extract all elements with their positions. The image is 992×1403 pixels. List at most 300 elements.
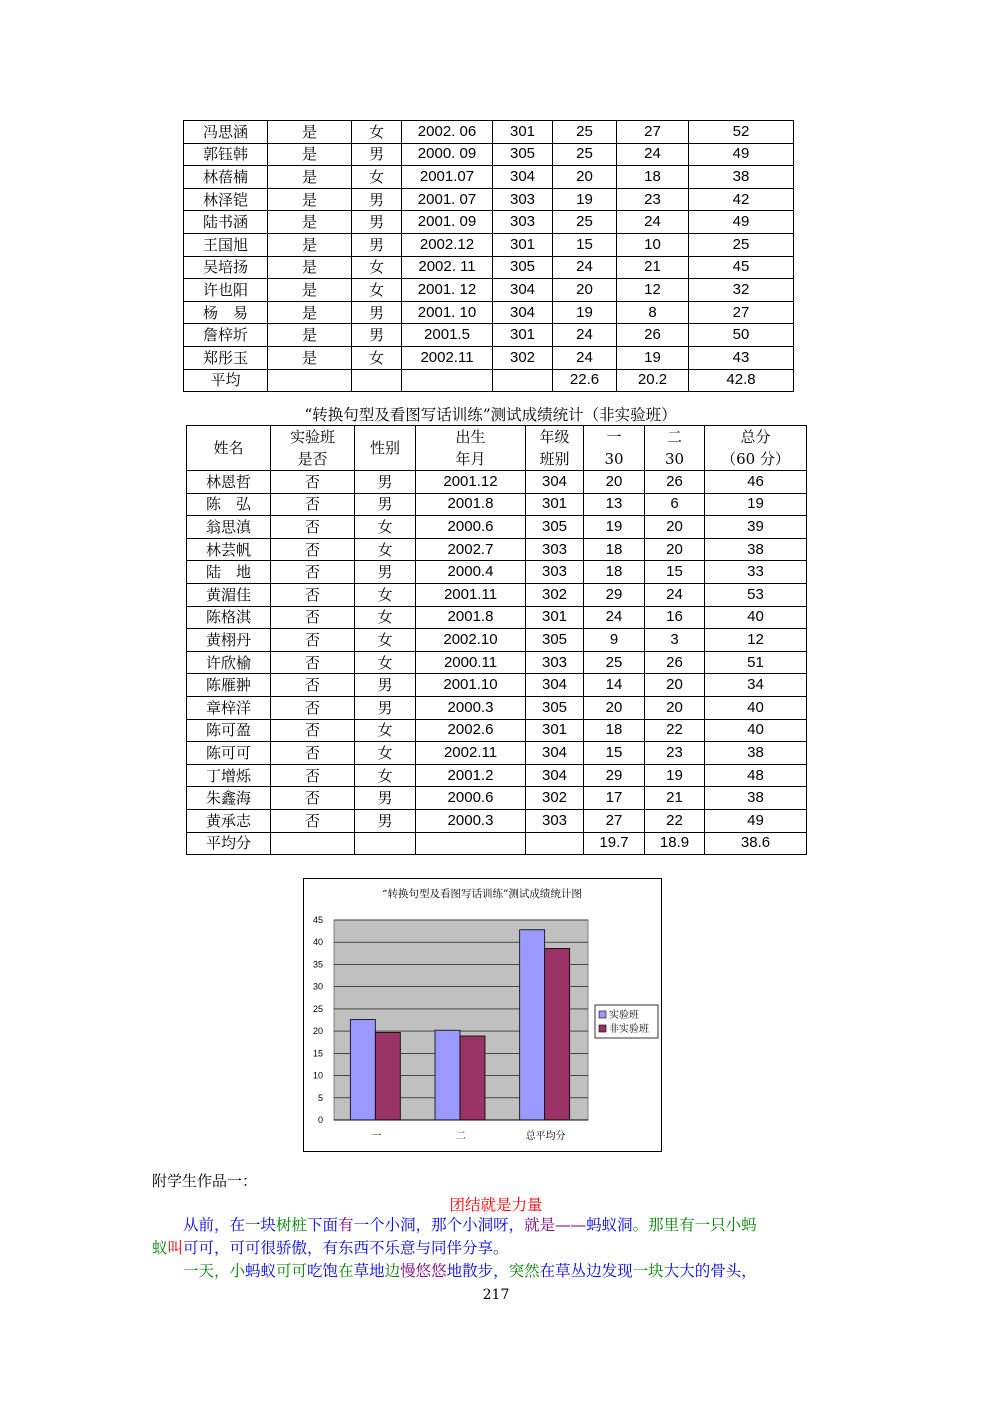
legend-swatch — [599, 1025, 606, 1032]
cell-experimental: 否 — [271, 674, 355, 697]
cell-total: 45 — [689, 256, 794, 279]
cell-gender — [352, 369, 402, 392]
cell-score-2: 23 — [617, 188, 689, 211]
cell-class: 301 — [493, 233, 553, 256]
cell-name: 黄承志 — [187, 809, 271, 832]
cell-score-2: 23 — [645, 742, 705, 765]
cell-birth: 2001.2 — [416, 764, 526, 787]
cell-gender: 女 — [352, 166, 402, 189]
cell-class: 304 — [526, 742, 584, 765]
cell-score-1: 24 — [584, 606, 645, 629]
cell-class: 301 — [526, 493, 584, 516]
cell-score-2: 18.9 — [645, 832, 705, 855]
story-paragraph-1-line-2 — [152, 1237, 842, 1260]
story-text-segment: 在 — [338, 1262, 354, 1280]
cell-score-2: 24 — [617, 143, 689, 166]
cell-name: 许欣榆 — [187, 651, 271, 674]
cell-score-1: 20 — [553, 279, 617, 302]
cell-name: 王国旭 — [184, 233, 268, 256]
cell-birth: 2001.12 — [416, 471, 526, 494]
cell-gender: 男 — [355, 493, 416, 516]
bar — [545, 948, 570, 1120]
cell-experimental: 否 — [271, 696, 355, 719]
cell-score-2: 22 — [645, 719, 705, 742]
cell-gender: 男 — [352, 324, 402, 347]
cell-experimental: 否 — [271, 561, 355, 584]
story-text-segment: 突然 — [508, 1262, 540, 1280]
table-row — [184, 279, 794, 302]
cell-score-2: 26 — [645, 651, 705, 674]
average-row — [187, 832, 807, 855]
cell-experimental: 否 — [271, 651, 355, 674]
cell-class: 305 — [493, 256, 553, 279]
table-row — [184, 233, 794, 256]
cell-score-2: 18 — [617, 166, 689, 189]
cell-score-2: 20.2 — [617, 369, 689, 392]
cell-score-1: 29 — [584, 583, 645, 606]
cell-class: 301 — [526, 719, 584, 742]
cell-class: 303 — [526, 809, 584, 832]
cell-score-1: 24 — [553, 256, 617, 279]
bar-chart — [303, 878, 662, 1152]
cell-experimental: 否 — [271, 606, 355, 629]
header-gender: 性别 — [355, 426, 416, 471]
cell-gender: 男 — [352, 211, 402, 234]
bar — [435, 1030, 460, 1120]
cell-class: 302 — [526, 787, 584, 810]
cell-experimental: 否 — [271, 583, 355, 606]
cell-score-2: 15 — [645, 561, 705, 584]
cell-class: 305 — [526, 696, 584, 719]
cell-birth: 2001. 07 — [402, 188, 493, 211]
cell-gender: 女 — [355, 516, 416, 539]
story-text-segment: 慢悠悠 — [400, 1262, 447, 1280]
story-title: 团结就是力量 — [449, 1196, 543, 1214]
cell-gender: 女 — [352, 279, 402, 302]
cell-total: 33 — [705, 561, 807, 584]
cell-gender: 女 — [355, 583, 416, 606]
table-row — [184, 256, 794, 279]
cell-total: 38 — [689, 166, 794, 189]
cell-birth: 2000.6 — [416, 787, 526, 810]
chart-svg — [304, 879, 661, 1151]
cell-name: 章梓洋 — [187, 696, 271, 719]
cell-birth: 2000.11 — [416, 651, 526, 674]
bar — [520, 930, 545, 1120]
cell-class: 305 — [493, 143, 553, 166]
cell-birth: 2002.11 — [402, 346, 493, 369]
cell-name: 郭钰韩 — [184, 143, 268, 166]
cell-name: 詹梓圻 — [184, 324, 268, 347]
non-experimental-class-table — [186, 425, 807, 855]
story-text-segment: 蚂蚁洞 — [586, 1216, 633, 1234]
story-text-segment: 吃饱 — [307, 1262, 339, 1280]
cell-score-1: 24 — [553, 324, 617, 347]
table-row — [184, 301, 794, 324]
cell-class: 303 — [493, 211, 553, 234]
header-experimental: 实验班 是否 — [271, 426, 355, 471]
cell-birth: 2002.7 — [416, 538, 526, 561]
cell-experimental: 否 — [271, 538, 355, 561]
cell-birth: 2001. 12 — [402, 279, 493, 302]
cell-birth: 2002.6 — [416, 719, 526, 742]
cell-name: 杨 易 — [184, 301, 268, 324]
appendix-label: 附学生作品一： — [152, 1172, 258, 1190]
cell-experimental: 否 — [271, 719, 355, 742]
cell-name: 林芸帆 — [187, 538, 271, 561]
cell-experimental: 是 — [268, 233, 352, 256]
average-row — [184, 369, 794, 392]
y-tick-label: 15 — [312, 1048, 323, 1059]
cell-score-2: 20 — [645, 538, 705, 561]
story-text-segment: 一天，小 — [183, 1262, 246, 1280]
cell-birth: 2002.12 — [402, 233, 493, 256]
legend-label: 实验班 — [609, 1010, 639, 1021]
cell-score-1: 15 — [584, 742, 645, 765]
cell-birth: 2000.4 — [416, 561, 526, 584]
cell-gender: 女 — [355, 606, 416, 629]
cell-score-1: 14 — [584, 674, 645, 697]
table-row — [184, 188, 794, 211]
cell-gender: 女 — [355, 742, 416, 765]
header-total: 总分 （60 分） — [705, 426, 807, 471]
cell-experimental — [268, 369, 352, 392]
cell-class: 304 — [526, 764, 584, 787]
cell-class — [493, 369, 553, 392]
cell-experimental: 否 — [271, 629, 355, 652]
table-row — [187, 493, 807, 516]
cell-gender: 男 — [352, 143, 402, 166]
cell-gender: 男 — [355, 809, 416, 832]
y-tick-label: 30 — [312, 981, 323, 992]
story-text-segment: 叫 — [167, 1239, 184, 1257]
cell-experimental: 否 — [271, 516, 355, 539]
page-number: 217 — [482, 1287, 510, 1303]
cell-name: 林蓓楠 — [184, 166, 268, 189]
cell-score-2: 20 — [645, 516, 705, 539]
cell-score-1: 20 — [584, 696, 645, 719]
cell-score-1: 18 — [584, 561, 645, 584]
average-label: 平均 — [184, 369, 268, 392]
cell-name: 林恩哲 — [187, 471, 271, 494]
cell-score-2: 20 — [645, 696, 705, 719]
cell-class: 304 — [526, 674, 584, 697]
cell-score-1: 19 — [584, 516, 645, 539]
header-q1: 一 30 — [584, 426, 645, 471]
cell-score-1: 22.6 — [553, 369, 617, 392]
cell-birth: 2001.07 — [402, 166, 493, 189]
cell-gender: 男 — [355, 561, 416, 584]
y-tick-label: 35 — [312, 959, 323, 970]
cell-score-2: 20 — [645, 674, 705, 697]
table-row — [184, 121, 794, 144]
table-row — [187, 583, 807, 606]
cell-experimental: 否 — [271, 764, 355, 787]
table-row — [187, 809, 807, 832]
cell-experimental: 是 — [268, 121, 352, 144]
table-row — [187, 629, 807, 652]
cell-score-2: 27 — [617, 121, 689, 144]
y-tick-label: 5 — [317, 1092, 323, 1103]
cell-birth: 2001. 09 — [402, 211, 493, 234]
cell-name: 陆 地 — [187, 561, 271, 584]
table-row — [184, 166, 794, 189]
cell-score-2: 24 — [617, 211, 689, 234]
table-row — [187, 787, 807, 810]
cell-score-2: 24 — [645, 583, 705, 606]
cell-name: 陈可可 — [187, 742, 271, 765]
cell-score-2: 3 — [645, 629, 705, 652]
cell-class: 302 — [526, 583, 584, 606]
cell-score-1: 15 — [553, 233, 617, 256]
cell-total: 32 — [689, 279, 794, 302]
cell-total: 38 — [705, 538, 807, 561]
cell-score-1: 20 — [584, 471, 645, 494]
bar — [350, 1020, 375, 1120]
cell-birth: 2002. 06 — [402, 121, 493, 144]
y-tick-label: 25 — [312, 1003, 323, 1014]
cell-gender: 男 — [355, 787, 416, 810]
cell-score-1: 9 — [584, 629, 645, 652]
cell-name: 朱鑫海 — [187, 787, 271, 810]
cell-total: 49 — [689, 143, 794, 166]
cell-name: 陈可盈 — [187, 719, 271, 742]
table-header-row — [187, 426, 807, 471]
story-text-segment: 可可，可可很骄傲，有东西不乐意与同伴分享。 — [183, 1239, 509, 1257]
cell-name: 丁增烁 — [187, 764, 271, 787]
table-row — [187, 516, 807, 539]
cell-name: 冯思涵 — [184, 121, 268, 144]
cell-experimental: 否 — [271, 809, 355, 832]
cell-total: 43 — [689, 346, 794, 369]
cell-birth: 2001. 10 — [402, 301, 493, 324]
table-row — [184, 346, 794, 369]
cell-score-1: 25 — [553, 211, 617, 234]
cell-birth: 2000.6 — [416, 516, 526, 539]
cell-score-1: 19 — [553, 188, 617, 211]
cell-score-2: 16 — [645, 606, 705, 629]
cell-gender: 男 — [352, 301, 402, 324]
cell-total: 38.6 — [705, 832, 807, 855]
cell-experimental: 是 — [268, 188, 352, 211]
cell-name: 陆书涵 — [184, 211, 268, 234]
cell-name: 吴培扬 — [184, 256, 268, 279]
cell-score-2: 19 — [617, 346, 689, 369]
y-tick-label: 20 — [312, 1026, 323, 1037]
cell-birth: 2001.11 — [416, 583, 526, 606]
cell-class: 302 — [493, 346, 553, 369]
cell-class: 301 — [526, 606, 584, 629]
cell-experimental: 是 — [268, 279, 352, 302]
x-tick-label: 总平均分 — [525, 1131, 566, 1142]
cell-gender: 女 — [355, 538, 416, 561]
header-birth: 出生 年月 — [416, 426, 526, 471]
cell-total: 42 — [689, 188, 794, 211]
cell-gender: 男 — [355, 674, 416, 697]
cell-score-1: 25 — [584, 651, 645, 674]
cell-total: 46 — [705, 471, 807, 494]
story-text-segment: 可可 — [276, 1262, 308, 1280]
cell-total: 38 — [705, 742, 807, 765]
cell-score-1: 27 — [584, 809, 645, 832]
table-row — [184, 143, 794, 166]
cell-class: 301 — [493, 121, 553, 144]
x-tick-label: 一 — [371, 1131, 382, 1142]
cell-score-1: 18 — [584, 538, 645, 561]
cell-score-1: 20 — [553, 166, 617, 189]
cell-gender: 男 — [355, 471, 416, 494]
cell-birth: 2000. 09 — [402, 143, 493, 166]
cell-score-1: 25 — [553, 121, 617, 144]
cell-birth: 2001.8 — [416, 606, 526, 629]
cell-total: 27 — [689, 301, 794, 324]
cell-gender: 女 — [355, 719, 416, 742]
legend-swatch — [599, 1011, 606, 1018]
cell-gender: 女 — [352, 256, 402, 279]
cell-experimental: 否 — [271, 742, 355, 765]
cell-class: 304 — [493, 166, 553, 189]
experimental-class-table — [183, 120, 794, 392]
cell-score-1: 19 — [553, 301, 617, 324]
cell-gender: 女 — [355, 629, 416, 652]
cell-birth: 2001.8 — [416, 493, 526, 516]
average-label: 平均分 — [187, 832, 271, 855]
cell-gender: 男 — [352, 188, 402, 211]
cell-name: 翁思滇 — [187, 516, 271, 539]
cell-score-1: 13 — [584, 493, 645, 516]
cell-class: 305 — [526, 629, 584, 652]
cell-total: 53 — [705, 583, 807, 606]
bar — [460, 1036, 485, 1120]
table-row — [187, 674, 807, 697]
cell-total: 40 — [705, 696, 807, 719]
cell-name: 陈雁翀 — [187, 674, 271, 697]
cell-birth — [416, 832, 526, 855]
cell-total: 38 — [705, 787, 807, 810]
cell-class — [526, 832, 584, 855]
cell-gender: 女 — [352, 346, 402, 369]
cell-class: 304 — [493, 301, 553, 324]
story-text-segment: 大大的骨头， — [663, 1262, 757, 1280]
cell-birth: 2000.3 — [416, 696, 526, 719]
story-text-segment: 蚁 — [152, 1239, 168, 1257]
story-paragraph-2-line-1 — [152, 1260, 842, 1283]
cell-name: 黄栩丹 — [187, 629, 271, 652]
header-grade: 年级 班别 — [526, 426, 584, 471]
cell-experimental: 是 — [268, 256, 352, 279]
cell-score-2: 21 — [645, 787, 705, 810]
cell-birth: 2002. 11 — [402, 256, 493, 279]
cell-class: 301 — [493, 324, 553, 347]
table-row — [184, 324, 794, 347]
table-row — [187, 719, 807, 742]
cell-class: 303 — [526, 561, 584, 584]
story-text-segment: 就是—— — [524, 1216, 587, 1234]
story-paragraph-1-line-1 — [152, 1214, 842, 1237]
story-text-segment: 一个小洞，那个小洞呀， — [353, 1216, 525, 1234]
story-text-segment: 树桩 — [276, 1216, 308, 1234]
cell-score-1: 24 — [553, 346, 617, 369]
cell-score-2: 26 — [617, 324, 689, 347]
cell-birth: 2001.10 — [416, 674, 526, 697]
cell-experimental: 是 — [268, 143, 352, 166]
table-row — [187, 764, 807, 787]
cell-score-2: 10 — [617, 233, 689, 256]
cell-total: 19 — [705, 493, 807, 516]
table-row — [187, 696, 807, 719]
table-row — [184, 211, 794, 234]
cell-total: 49 — [689, 211, 794, 234]
cell-total: 42.8 — [689, 369, 794, 392]
cell-class: 304 — [526, 471, 584, 494]
cell-total: 51 — [705, 651, 807, 674]
bar — [375, 1032, 400, 1120]
table-row — [187, 606, 807, 629]
cell-total: 40 — [705, 719, 807, 742]
cell-score-1: 17 — [584, 787, 645, 810]
cell-experimental: 是 — [268, 166, 352, 189]
cell-gender: 女 — [355, 651, 416, 674]
cell-score-1: 29 — [584, 764, 645, 787]
x-tick-label: 二 — [456, 1131, 466, 1142]
table-row — [187, 742, 807, 765]
cell-score-2: 8 — [617, 301, 689, 324]
y-tick-label: 45 — [312, 915, 323, 925]
cell-total: 48 — [705, 764, 807, 787]
table-row — [187, 561, 807, 584]
story-text-segment: 下面 — [307, 1216, 339, 1234]
cell-experimental — [271, 832, 355, 855]
cell-class: 303 — [526, 651, 584, 674]
cell-birth — [402, 369, 493, 392]
cell-experimental: 是 — [268, 346, 352, 369]
cell-birth: 2000.3 — [416, 809, 526, 832]
cell-score-2: 26 — [645, 471, 705, 494]
cell-gender: 女 — [355, 764, 416, 787]
cell-score-2: 12 — [617, 279, 689, 302]
cell-class: 303 — [493, 188, 553, 211]
cell-gender: 女 — [352, 121, 402, 144]
cell-experimental: 否 — [271, 493, 355, 516]
header-name: 姓名 — [187, 426, 271, 471]
y-tick-label: 40 — [312, 937, 323, 948]
table-row — [187, 651, 807, 674]
cell-gender — [355, 832, 416, 855]
table2-title: “转换句型及看图写话训练”测试成绩统计（非实验班） — [304, 406, 677, 424]
cell-name: 林泽铠 — [184, 188, 268, 211]
cell-name: 黄湄佳 — [187, 583, 271, 606]
chart-title: “转换句型及看图写话训练”测试成绩统计图 — [382, 888, 582, 900]
table-row — [187, 471, 807, 494]
cell-birth: 2002.10 — [416, 629, 526, 652]
cell-total: 12 — [705, 629, 807, 652]
cell-score-2: 6 — [645, 493, 705, 516]
cell-score-2: 21 — [617, 256, 689, 279]
cell-birth: 2001.5 — [402, 324, 493, 347]
cell-birth: 2002.11 — [416, 742, 526, 765]
cell-experimental: 是 — [268, 324, 352, 347]
cell-score-2: 22 — [645, 809, 705, 832]
cell-experimental: 是 — [268, 301, 352, 324]
cell-total: 40 — [705, 606, 807, 629]
cell-experimental: 是 — [268, 211, 352, 234]
story-text-segment: 。那里有一只小蚂 — [632, 1216, 757, 1234]
cell-name: 许也阳 — [184, 279, 268, 302]
cell-total: 34 — [705, 674, 807, 697]
cell-class: 304 — [493, 279, 553, 302]
header-q2: 二 30 — [645, 426, 705, 471]
story-text-segment: 在草丛边发现 — [539, 1262, 633, 1280]
